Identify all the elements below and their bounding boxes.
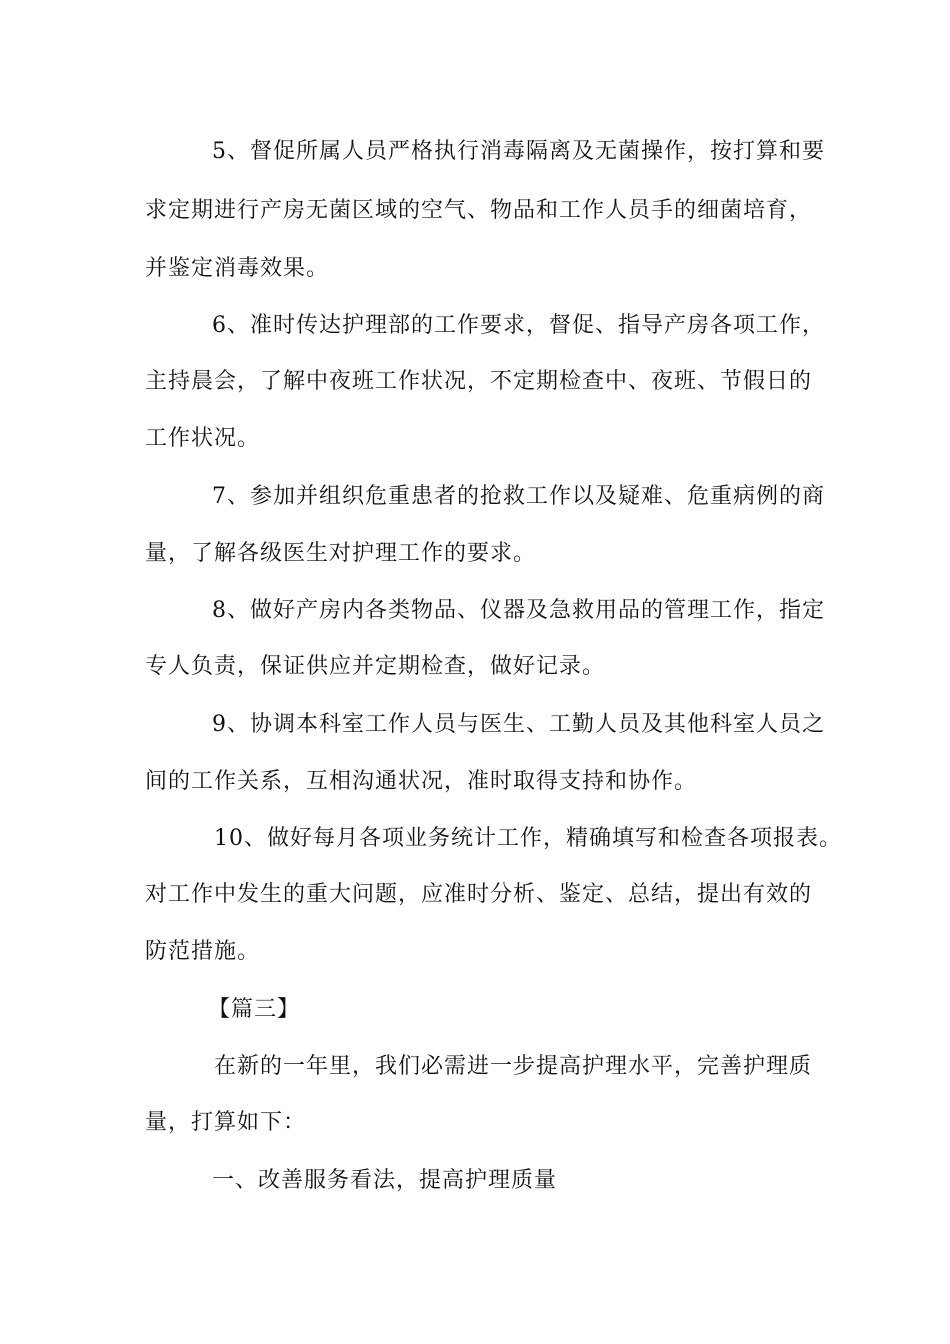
paragraph-9-line-2: 间的工作关系，互相沟通状况，准时取得支持和协作。 xyxy=(145,769,698,794)
paragraph-6-line-2: 主持晨会，了解中夜班工作状况，不定期检查中、夜班、节假日的 xyxy=(145,369,813,394)
paragraph-5-line-2: 求定期进行产房无菌区域的空气、物品和工作人员手的细菌培育， xyxy=(145,198,813,223)
paragraph-6-line-1: 6、准时传达护理部的工作要求，督促、指导产房各项工作， xyxy=(212,313,825,338)
section-heading: 【篇三】 xyxy=(208,997,301,1022)
subheading-1: 一、改善服务看法，提高护理质量 xyxy=(212,1168,558,1193)
paragraph-7-line-1: 7、参加并组织危重患者的抢救工作以及疑难、危重病例的商 xyxy=(212,484,825,509)
paragraph-10-line-3: 防范措施。 xyxy=(145,939,261,964)
paragraph-8-line-2: 专人负责，保证供应并定期检查，做好记录。 xyxy=(145,654,606,679)
paragraph-5-line-3: 并鉴定消毒效果。 xyxy=(145,256,330,281)
paragraph-8-line-1: 8、做好产房内各类物品、仪器及急救用品的管理工作，指定 xyxy=(212,598,825,623)
paragraph-5-line-1: 5、督促所属人员严格执行消毒隔离及无菌操作，按打算和要 xyxy=(212,139,825,164)
paragraph-7-line-2: 量，了解各级医生对护理工作的要求。 xyxy=(145,541,537,566)
paragraph-9-line-1: 9、协调本科室工作人员与医生、工勤人员及其他科室人员之 xyxy=(212,712,825,737)
paragraph-6-line-3: 工作状况。 xyxy=(145,426,261,451)
intro-line-2: 量，打算如下： xyxy=(145,1110,307,1135)
paragraph-10-line-2: 对工作中发生的重大问题，应准时分析、鉴定、总结，提出有效的 xyxy=(145,882,813,907)
paragraph-10-line-1: 10、做好每月各项业务统计工作，精确填写和检查各项报表。 xyxy=(214,826,842,851)
intro-line-1: 在新的一年里，我们必需进一步提高护理水平，完善护理质 xyxy=(214,1054,813,1079)
